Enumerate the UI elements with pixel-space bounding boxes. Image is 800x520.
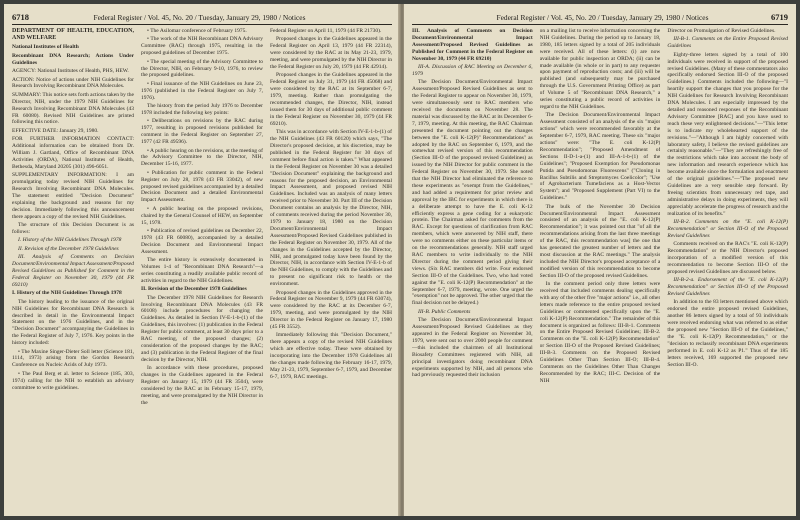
paragraph: This was in accordance with Section IV-E-1-b-(1) of the NIH Guidelines (43 FR 60120) which says, "The Director's proposed decision, at his discretion, may be published in the Federal Register for 30 days of comment before final action is taken." What appeared in the Federal Register on November 30 was a detailed "Decision Document" explaining the background and reasons for the proposed decision, an Environmental Impact Assessment, and proposed revised NIH Guidelines. Included was an analysis of many letters received prior to November 30. Part III of the Decision Document contains an analysis by the Director, NIH, of comments received during the period November 30, 1979 to January 18, 1980 on the Decision Document/Environmental Impact Assessment/Proposed Revised Guidelines published in the Federal Register on November 30, 1979. All of the changes in the Guidelines accepted by the Director, NIH, and promulgated today have been found by the Director, NIH, in accordance with Section IV-E-1-b of the NIH Guidelines, to comply with the Guidelines and to present no significant risk to health or the environment. <box>270 129 392 288</box>
paragraph: • The special meeting of the Advisory Committee to the Director, NIH, on February 9-10, 1976, to review the proposed guidelines. <box>141 58 263 79</box>
subsection-heading: III. Analysis of Comments on Decision Document/Environmental Impact Assessment/Proposed Revised Guidelines as Published for Comment in the Federal Register on November 30, 1979 (44 FR 69210) <box>12 254 134 288</box>
paragraph: Proposed changes in the Guidelines appeared in the Federal Register on April 13, 1979 (44 FR 22314), were considered by the RAC at its May 21-23, 1979, meeting, and were promulgated by the NIH Director in the Federal Register on July 20, 1979 (44 FR 42914). <box>270 36 392 71</box>
paragraph: Comments received on the RAC's "E. coli K-12(P) Recommendation" or the NIH Director's proposed incorporation of a modified version of this recommendation to become Section III-O of the proposed revised Guidelines are discussed below. <box>667 241 789 275</box>
right-page-header <box>412 10 788 25</box>
right-page-running-head: Federal Register / Vol. 45, No. 20 / Tuesday, January 29, 1980 / Notices <box>496 12 709 22</box>
paragraph: In accordance with these procedures, proposed changes in the Guidelines appeared in the Federal Register on January 15, 1979 (44 FR 3504), were considered by the RAC at its February 15-17, 1979, meeting, and were promulgated by the NIH Director in the <box>141 365 263 406</box>
paragraph: The Decision Document/Environmental Impact Assessment/Proposed Revised Guidelines as sent to the Federal Register to appear on November 30, 1979, were simultaneously sent to RAC members who received the documents on November 28. The material was discussed by the RAC at its December 6-7, 1979, meeting. At this meeting, the RAC Chairman presented the document pointing out the changes between the "E. coli K-12(P)" Recommendations" as adopted by the RAC on September 6, 1979, and the somewhat revised version of this recommendation (Section III-O of the proposed revised Guidelines) as issued by the NIH Director for public comment in the Federal Register on November 30, 1979. She noted that the NIH Director had eliminated the reference to these experiments as "exempt from the Guidelines," and had added a requirement for prior review and approval by the IBC for experiments in which there is a deliberate attempt to have the E. coli K-12 efficiently express a gene coding for a eukaryotic protein. The Chairman asked for comments from the RAC. Except for questions of clarification from RAC members, which were answered by NIH staff, there were no comments either on these particular items or on the recommendations generally. NIH staff urged RAC members to write individually to the NIH Director during the comment period giving their views. (Six RAC members did write. Four endorsed Section III-O of the Guidelines. Two, who had voted against the "E. coli K-12(P) Recommendation" at the September 6-7, 1979, meeting, wrote. One urged the "exemption" not be approved. The other urged that the final decision not be delayed.) <box>412 79 533 307</box>
right-column-2 <box>540 28 661 510</box>
document-spread <box>4 4 796 516</box>
paragraph: • The Asilomar conference of February 1975. <box>147 28 247 34</box>
paragraph: • Deliberations on revisions by the RAC during 1977, resulting in proposed revisions published for comment in the Federal Register on September 27, 1977 (42 FR 49596). <box>141 118 263 146</box>
paragraph: FOR FURTHER INFORMATION CONTACT: Additional information can be obtained from Dr. William J. Gartland, Office of Recombinant DNA Activities (ORDA), National Institutes of Health, Bethesda, Maryland 20205 (301) 496-6051. <box>12 136 134 170</box>
paragraph: • Final issuance of the NIH Guidelines on June 23, 1976 (published in the Federal Register on July 7, 1976). <box>141 80 263 101</box>
section-heading: National Institutes of Health <box>12 44 79 51</box>
paragraph: The history leading to the issuance of the original NIH Guidelines for Recombinant DNA Research is described in detail in the Environmental Impact Statement on the 1976 Guidelines, and in the "Decision Document" accompanying the Guidelines in the Federal Register of July 7, 1976. Key points in the history included: <box>12 298 134 347</box>
section-heading: I. History of the NIH Guidelines Through 1978 <box>12 290 122 297</box>
paragraph: • The Paul Berg et al. letter to Science (185, 303, 1974) calling for the NIH to establish an advisory committee to write guidelines. <box>12 370 134 391</box>
paragraph: Immediately following this "Decision Document," there appears a copy of the revised NIH Guidelines which are effective today. These were obtained by incorporating into the December 1978 Guidelines all the changes made following the February 16-17, 1979, May 21-23, 1979, September 6-7, 1979, and December 6-7, 1979, RAC meetings. <box>270 332 392 380</box>
paragraph: EFFECTIVE DATE: January 29, 1980. <box>12 127 99 134</box>
paragraph: on a mailing list to receive information concerning the NIH Guidelines. During the period up to January 18, 1980, 185 letters signed by a total of 205 individuals were received. All of these letters: (i) are now available for public inspection at ORDA; (ii) can be made available (in whole or in part) to any requester upon payment of reproduction costs; and (iii) will be published (and subsequently may be purchased through the U.S. Government Printing Office) as part of Volume 5 of "Recombinant DNA Research," a series constituting a public record of activities in regard to the NIH Guidelines. <box>539 28 661 110</box>
paragraph: AGENCY: National Institutes of Health, PHS, HEW. <box>12 68 129 75</box>
right-page-number: 6719 <box>771 12 788 22</box>
left-page <box>4 4 400 516</box>
paragraph: The Decision Document/Environmental Impact Assessment/Proposed Revised Guidelines as they appeared in the Federal Register on November 30, 1979, were sent out to over 2000 people for comment—this included the chairmen of all Institutional Biosafety Committees registered with NIH, all principal investigators doing recombinant DNA experiments supported by NIH, and all persons who had previously requested their inclusion <box>412 317 533 379</box>
paragraph: Eighty-three letters signed by a total of 100 individuals were received in support of the proposed revised Guidelines. (Many of these commentators also specifically endorsed Section III-O of the proposed Guidelines.) Comments included the following—"I heartily support the changes that you propose for the NIH Guidelines for Research Involving Recombinant DNA Molecules. I am especially impressed by the detailed and reasoned responses of the Recombinant Advisory Committee [RAC] and you have used to reach these very enlightened decisions."—"This letter is to indicate my wholehearted support of the revisions."—"Although I am highly concerned with laboratory safety, I believe the revised guidelines are certainly reasonable."—"They are refreshingly free of the restrictions which take into account the body of new information and research experience which has become available since the formulation and enactment of the original guidelines."—"The proposed new Guidelines are a very sensible step forward. By freeing scientists from unnecessary red tape, and administrative delays in doing experiments, they will appreciably accelerate the progress of research and the realization of its benefits." <box>667 51 789 217</box>
paragraph: SUMMARY: This notice sets forth actions taken by the Director, NIH, under the 1979 NIH Guidelines for Research Involving Recombinant DNA Molecules (43 FR 60080). Revised NIH Guidelines are printed following this notice. <box>12 91 134 126</box>
section-heading: III. Analysis of Comments on Decision Document/Environmental Impact Assessment/Proposed Revised Guidelines as Published for Comment in the Federal Register on November 30, 1979 (44 FR 69210) <box>412 28 533 62</box>
left-page-header <box>12 10 392 25</box>
left-column-3 <box>270 28 392 510</box>
paragraph: Director on Promulgation of Revised Guidelines. <box>667 28 776 34</box>
paragraph: SUPPLEMENTARY INFORMATION: I am promulgating today revised NIH Guidelines for Research Involving Recombinant DNA Molecules. The statement entitled "Decision Document" explaining the background and reasons for my decision. Immediately following this announcement there appears a copy of the revised NIH Guidelines. <box>12 172 134 220</box>
paragraph: • Publication of revised guidelines on December 22, 1978 (43 FR 60080), accompanied by a detailed Decision Document and Environmental Impact Assessment. <box>141 227 263 255</box>
paragraph: Proposed changes in the Guidelines approved in the Federal Register on November 9, 1979 (44 FR 63074), were considered by the RAC at its December 6-7, 1979, meeting, and were promulgated by the NIH Director in the Federal Register on January 17, 1980 (45 FR 3552). <box>270 289 392 331</box>
left-page-number: 6718 <box>12 12 29 22</box>
right-column-1 <box>412 28 533 510</box>
subsection-heading: III-B-1. Comments on the Entire Proposed Revised Guidelines <box>667 36 789 50</box>
paragraph: • The Maxine Singer-Dieter Soll letter (Science 181, 1114, 1973) arising from the Gordon Research Conference on Nucleic Acids of July 1973. <box>12 348 134 369</box>
paragraph: • Publication for public comment in the Federal Register on July 28, 1978 (43 FR 33042), of new proposed revised guidelines accompanied by a detailed Decision Document and a detailed Environmental Impact Assessment. <box>141 169 263 204</box>
paragraph: In addition to the 83 letters mentioned above which endorsed the entire proposed revised Guidelines, another 86 letters signed by a total of 93 individuals were received endorsing what was referred to as either the proposed new "Section III-O of the Guidelines," the "E. coli K-12(P) Recommendation," or the "decision to reclassify recombinant DNA experiments performed in E. coli K-12 as P1." Thus of the 185 letters received, 169 supported the proposed new Section III-O. <box>667 299 789 368</box>
paragraph: Proposed changes in the Guidelines appeared in the Federal Register on July 31, 1979 (44 FR 45068) and were considered by the RAC at its September 6-7, 1979, meeting. Rather than promulgating the recommended changes, the Director, NIH, instead issued them for 30 days of additional public comment in the Federal Register on November 30, 1979 (44 FR 69210). <box>270 72 392 127</box>
paragraph: In the comment period only three letters were received that included comments dealing specifically with any of the other five "major actions" i.e., all other letters made reference to the entire proposed revised Guidelines or commented specifically upon the "E. coli K-12(P) Recommendation." The remainder of this document is organized as follows: III-B-1. Comments on the Entire Proposed Revised Guidelines; III-B-2. Comments on the "E. coli K-12(P) Recommendation" or Section III-O of the Proposed Revised Guidelines; III-B-3. Comments on the Proposed Revised Guidelines Other Than Section III-O; III-B-4. Comments on the Guidelines Other Than Changes Recommended by the RAC; III-C. Decision of the NIH <box>539 281 661 384</box>
left-page-running-head: Federal Register / Vol. 45, No. 20 / Tuesday, January 29, 1980 / Notices <box>93 12 306 22</box>
paragraph: The history from the period July 1976 to December 1978 included the following key points: <box>141 103 263 116</box>
section-heading: Recombinant DNA Research; Actions Under Guidelines <box>12 52 134 66</box>
paragraph: The structure of this Decision Document is as follows: <box>12 222 134 236</box>
paragraph: • The work of the NIH Recombinant DNA Advisory Committee (RAC) through 1975, resulting in the proposed guidelines of December 1975. <box>141 36 263 57</box>
paragraph: The entire history is extensively documented in Volumes 1-4 of "Recombinant DNA Research"—a series constituting a readily available public record of activities in regard to the NIH Guidelines. <box>141 257 263 284</box>
subsection-heading: III-A. Discussion of RAC Meeting on December 6, 1979 <box>412 64 533 77</box>
subsection-heading: III-B-2-a. Endorsement of the "E. coli K-12(P) Recommendation" or Section III-O of the Proposed Revised Guidelines <box>667 277 789 298</box>
subsection-heading: II. Revision of the December 1978 Guidelines <box>18 245 119 252</box>
subsection-heading: III-B. Public Comments <box>418 308 471 315</box>
paragraph: ACTION: Notice of actions under NIH Guidelines for Research Involving Recombinant DNA Molecules. <box>12 76 134 90</box>
right-column-3 <box>667 28 788 510</box>
section-heading: DEPARTMENT OF HEALTH, EDUCATION, AND WELFARE <box>12 28 134 42</box>
subsection-heading: I. History of the NIH Guidelines Through 1978 <box>18 237 122 244</box>
left-column-2 <box>141 28 263 510</box>
section-heading: II. Revision of the December 1978 Guidelines <box>141 286 247 293</box>
paragraph: Federal Register on April 11, 1979 (44 FR 21730). <box>270 28 382 34</box>
paragraph: The bulk of the November 30 Decision Document/Environmental Impact Assessment consisted of an analysis of the "E. coli K-12(P) Recommendation"; it was pointed out that "of all the recommendations arising from the last three meetings of the RAC, this recommendation was] the one that has generated the greatest number of letters and the most discussion at the RAC meetings." The analysis included the NIH Director's proposed acceptance of a modified version of this recommendation to become Section III-O of the proposed revised Guidelines. <box>539 203 661 279</box>
paragraph: The Decision Document/Environmental Impact Assessment consisted of an analysis of the six "major actions" which were recommended favorably at the September 6-7, 1979, RAC meeting. These six "major actions" were: "The E. coli K-12(P) Recommendation"; "Proposed Amendment of Sections II-D-1-a-(1) and III-A-1-b-(1) of the Guidelines"; "Proposed Exemption for Pseudomonas Putida and Pseudomonas Fluorescens" ("Cloning in Bacillus Subtilis and Streptomyces Coelicolor"; "Use of Agrobacterium Tumefaciens as a Host-Vector System"; and "Proposed Supplement (Part VI) to the Guidelines." <box>539 112 661 202</box>
paragraph: The December 1978 NIH Guidelines for Research Involving Recombinant DNA Molecules (43 FR 60108) include procedures for changing the Guidelines. As detailed in Section IV-E-1-b-(1) of the Guidelines, this involves: (1) publication in the Federal Register for public comment, at least 30 days prior to a RAC meeting, of the proposed changes; (2) consideration of the proposed changes by the RAC; and (3) publication in the Federal Register of the final decision by the Director, NIH. <box>141 294 263 363</box>
paragraph: • A public hearing on the revisions, at the meeting of the Advisory Committee to the Director, NIH, December 15-16, 1977. <box>141 147 263 168</box>
right-page <box>404 4 796 516</box>
subsection-heading: III-B-2. Comments on the "E. coli K-12(P) Recommendation" or Section III-O of the Proposed Revised Guidelines <box>667 218 789 239</box>
left-column-1 <box>12 28 134 510</box>
paragraph: • A public hearing on the proposed revisions, chaired by the General Counsel of HEW, on September 15, 1978. <box>141 205 263 226</box>
